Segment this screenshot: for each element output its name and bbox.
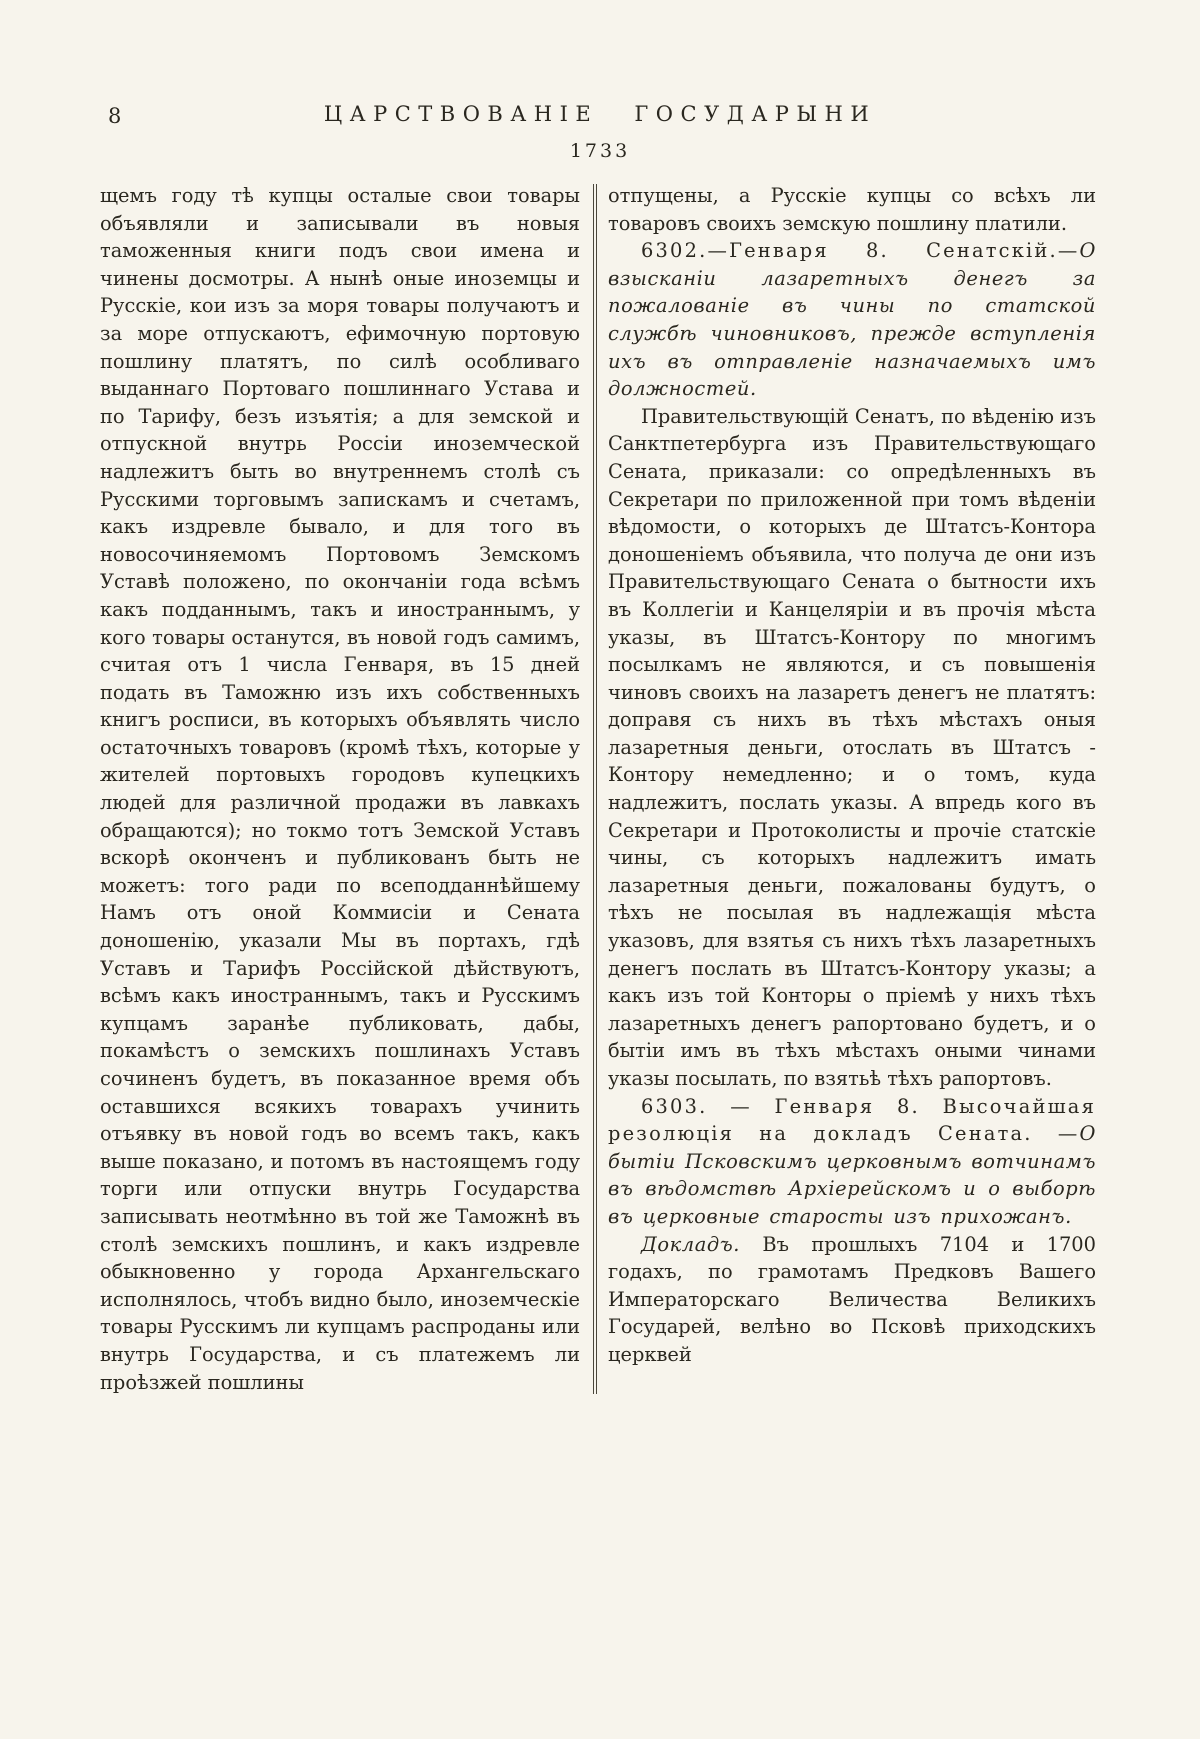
year-heading: 1733 [569, 140, 631, 162]
column-divider [593, 184, 597, 1394]
entry-6303-body-text: Въ прошлыхъ 7104 и 1700 годахъ, по грамотамъ Предковъ Вашего Императорскаго Величества Великихъ Государей, велѣно во Псковѣ приходскихъ церквей [608, 1232, 1096, 1366]
entry-6303-title: О бытіи Псковскимъ церковнымъ вотчинамъ въ вѣдомствѣ Архіерейскомъ и о выборѣ въ церковные старосты изъ прихожанъ. [608, 1122, 1096, 1228]
entry-6302-label: 6302.—Генваря 8. Сенатскій.— [640, 239, 1080, 263]
entry-6302-heading [608, 237, 1096, 403]
page-title: ЦАРСТВОВАНІЕ ГОСУДАРЫНИ [323, 102, 877, 126]
continuation-paragraph: отпущены, а Русскіе купцы со всѣхъ ли товаровъ своихъ земскую пошлину платили. [608, 184, 1096, 235]
left-column [100, 182, 580, 1396]
entry-6303-body [608, 1231, 1096, 1369]
running-header [0, 102, 1200, 126]
entry-6302-title: О взысканіи лазаретныхъ денегъ за пожалованіе въ чины по статской службѣ чиновниковъ, прежде вступленія ихъ въ отправленіе назначаемыхъ имъ должностей. [608, 239, 1096, 401]
text-columns [100, 182, 1096, 1396]
entry-6303-heading [608, 1093, 1096, 1231]
doklad-lead: Докладъ. [640, 1232, 741, 1256]
right-column [608, 182, 1096, 1396]
entry-6302-body: Правительствующій Сенатъ, по вѣденію изъ Санктпетербурга изъ Правительствующаго Сената, приказали: со опредѣленныхъ въ Секретари по приложенной при томъ вѣденіи вѣдомости, о которыхъ де Штатсъ-Контора доношеніемъ объявила, что получа де они изъ Правительствующаго Сената о бытности ихъ въ Коллегіи и Канцеляріи и въ прочія мѣста указы, въ Штатсъ-Контору по многимъ посылкамъ не являются, и съ повышенія чиновъ своихъ на лазаретъ денегъ не платятъ: доправя съ нихъ въ тѣхъ мѣстахъ оныя лазаретныя деньги, отослать въ Штатсъ - Контору немедленно; и о томъ, куда надлежитъ, послать указы. А впредь кого въ Секретари и Протоколисты и прочіе статскіе чины, съ которыхъ надлежитъ имать лазаретныя деньги, пожалованы будутъ, о тѣхъ не посылая въ надлежащія мѣста указовъ, для взятья съ нихъ тѣхъ лазаретныхъ денегъ послать въ Штатсъ-Контору указы; а какъ изъ той Конторы о пріемѣ у нихъ тѣхъ лазаретныхъ денегъ рапортовано будетъ, и о бытіи имъ въ тѣхъ мѣстахъ оными чинами указы посылать, по взятьѣ тѣхъ рапортовъ. [608, 404, 1096, 1090]
left-column-text: щемъ году тѣ купцы осталые свои товары объявляли и записывали въ новыя таможенныя книги подъ свои имена и чинены досмотры. А нынѣ оные иноземцы и Русскіе, кои изъ за моря товары получаютъ и за море отпускаютъ, ефимочную портовую пошлину платятъ, по силѣ особливаго выданнаго Портоваго пошлиннаго Устава и по Тарифу, безъ изъятія; а для земской и отпускной внутрь Россіи иноземческой надлежитъ быть во внутреннемъ столѣ съ Русскими торговымъ запискамъ и счетамъ, какъ издревле бывало, и для того въ новосочиняемомъ Портовомъ Земскомъ Уставѣ положено, по окончаніи года всѣмъ какъ подданнымъ, такъ и иностраннымъ, у кого товары останутся, въ новой годъ самимъ, считая отъ 1 числа Генваря, въ 15 дней подать въ Таможню изъ ихъ собственныхъ книгъ росписи, въ которыхъ объявлять число остаточныхъ товаровъ (кромѣ тѣхъ, которые у жителей портовыхъ городовъ купецкихъ людей для различной продажи въ лавкахъ обращаются); но токмо тотъ Земской Уставъ вскорѣ оконченъ и публикованъ быть не можетъ: того ради по всеподданнѣйшему Намъ отъ оной Коммисіи и Сената доношенію, указали Мы въ портахъ, гдѣ Уставъ и Тарифъ Россійской дѣйствуютъ, всѣмъ какъ иностраннымъ, такъ и Русскимъ купцамъ заранѣе публиковать, дабы, покамѣстъ о земскихъ пошлинахъ Уставъ сочиненъ будетъ, въ показанное время объ оставшихся всякихъ товарахъ учинить отъявку въ новой годъ во всемъ такъ, какъ выше показано, и потомъ въ настоящемъ году торги или отпуски внутрь Государства записывать неотмѣнно въ той же Таможнѣ въ столѣ земскихъ пошлинъ, и какъ издревле обыкновенно у города Архангельскаго исполнялось, чтобъ видно было, иноземческіе товары Русскимъ ли купцамъ распроданы или внутрь Государства, и съ платежемъ ли проѣзжей пошлины [100, 184, 580, 1394]
entry-6303-label: 6303. — Генваря 8. Высочайшая резолюція на докладъ Сената. — [608, 1094, 1096, 1146]
page-number: 8 [108, 104, 123, 128]
